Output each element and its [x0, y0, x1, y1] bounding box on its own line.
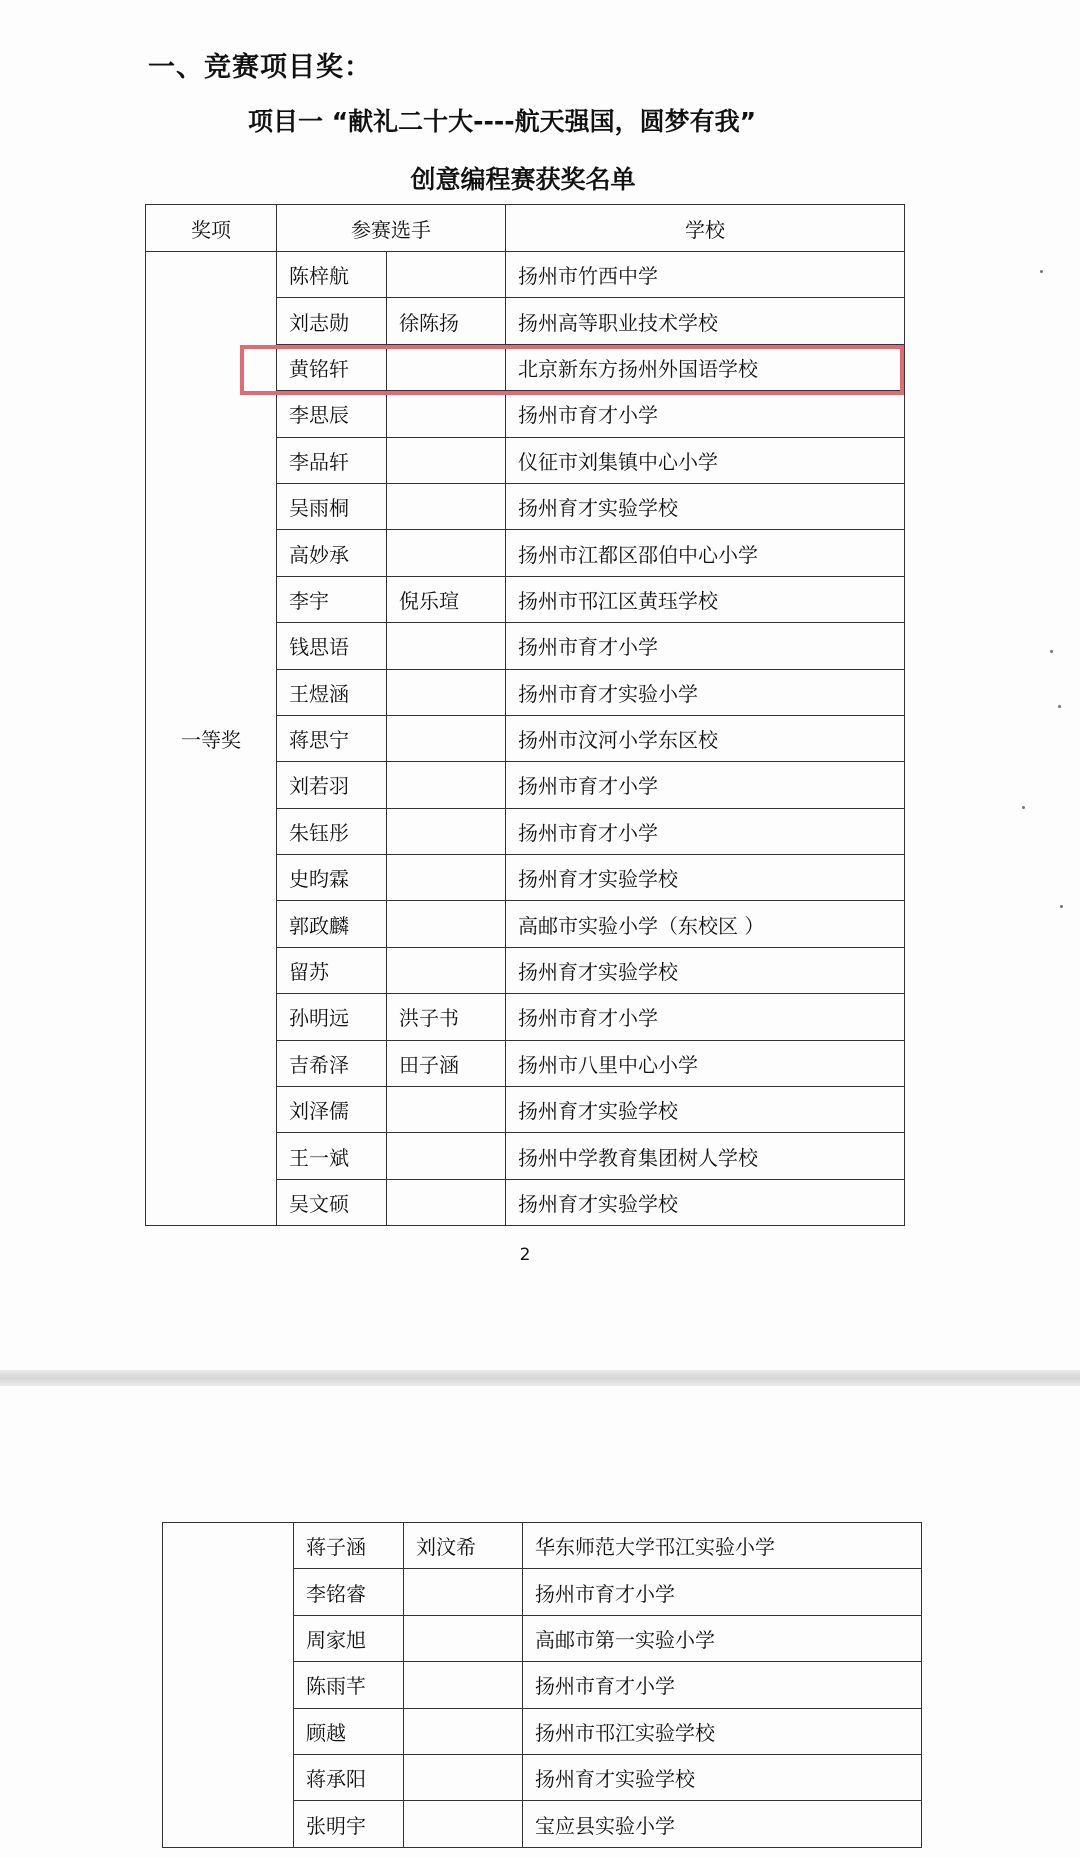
teammate-cell	[387, 623, 506, 669]
player-cell: 蒋承阳	[294, 1754, 404, 1800]
teammate-cell: 刘汶希	[404, 1523, 523, 1569]
player-cell: 李思辰	[277, 391, 387, 437]
teammate-cell	[387, 1179, 506, 1225]
school-cell: 扬州育才实验学校	[506, 1179, 905, 1225]
player-cell: 刘泽儒	[277, 1087, 387, 1133]
player-cell: 史昀霖	[277, 855, 387, 901]
player-cell: 高妙承	[277, 530, 387, 576]
player-cell: 王一斌	[277, 1133, 387, 1179]
teammate-cell	[387, 669, 506, 715]
list-title: 创意编程赛获奖名单	[410, 165, 636, 194]
award-table-continued	[162, 1522, 922, 1848]
project-title: 项目一 “献礼二十大----航天强国，圆梦有我”	[248, 107, 757, 136]
player-cell: 李宇	[277, 576, 387, 622]
header-school: 学校	[506, 205, 905, 252]
teammate-cell	[404, 1615, 523, 1661]
section-title: 一、竞赛项目奖：	[148, 52, 372, 83]
teammate-cell	[387, 1133, 506, 1179]
page-gap	[0, 1370, 1080, 1386]
scan-speck	[1058, 705, 1061, 708]
player-cell: 朱钰彤	[277, 808, 387, 854]
teammate-cell: 倪乐瑄	[387, 576, 506, 622]
player-cell: 蒋思宁	[277, 715, 387, 761]
table-header-row	[146, 205, 905, 252]
school-cell: 扬州育才实验学校	[506, 483, 905, 529]
player-cell: 黄铭轩	[277, 344, 387, 390]
player-cell: 蒋子涵	[294, 1523, 404, 1569]
school-cell: 扬州市育才小学	[506, 762, 905, 808]
table-body-continued	[163, 1523, 922, 1848]
school-cell: 宝应县实验小学	[523, 1801, 922, 1847]
player-cell: 顾越	[294, 1708, 404, 1754]
player-cell: 吴文硕	[277, 1179, 387, 1225]
school-cell: 扬州市育才小学	[523, 1569, 922, 1615]
teammate-cell	[387, 762, 506, 808]
player-cell: 陈雨芊	[294, 1662, 404, 1708]
player-cell: 吴雨桐	[277, 483, 387, 529]
player-cell: 刘志勋	[277, 298, 387, 344]
table-body	[146, 252, 905, 1226]
teammate-cell	[387, 437, 506, 483]
award-level-cell	[163, 1523, 294, 1848]
highlight-box	[240, 345, 904, 395]
player-cell: 张明宇	[294, 1801, 404, 1847]
teammate-cell	[404, 1569, 523, 1615]
teammate-cell	[387, 391, 506, 437]
player-cell: 李品轩	[277, 437, 387, 483]
teammate-cell	[387, 483, 506, 529]
school-cell: 扬州市汶河小学东区校	[506, 715, 905, 761]
teammate-cell	[387, 901, 506, 947]
school-cell: 扬州育才实验学校	[506, 1087, 905, 1133]
teammate-cell	[387, 252, 506, 298]
scan-speck	[1060, 905, 1063, 908]
player-cell: 吉希泽	[277, 1040, 387, 1086]
school-cell: 华东师范大学邗江实验小学	[523, 1523, 922, 1569]
school-cell: 扬州市育才小学	[506, 994, 905, 1040]
teammate-cell	[387, 715, 506, 761]
scan-speck	[1022, 806, 1025, 809]
player-cell: 孙明远	[277, 994, 387, 1040]
school-cell: 扬州市江都区邵伯中心小学	[506, 530, 905, 576]
table-row	[146, 252, 905, 298]
table-row	[163, 1523, 922, 1569]
school-cell: 扬州市邗江实验学校	[523, 1708, 922, 1754]
school-cell: 扬州市育才小学	[506, 808, 905, 854]
award-level-cell: 一等奖	[146, 252, 277, 1226]
school-cell: 扬州市育才小学	[506, 391, 905, 437]
school-cell: 扬州市育才实验小学	[506, 669, 905, 715]
school-cell: 扬州市八里中心小学	[506, 1040, 905, 1086]
player-cell: 李铭睿	[294, 1569, 404, 1615]
teammate-cell	[387, 808, 506, 854]
school-cell: 扬州市育才小学	[506, 623, 905, 669]
teammate-cell	[404, 1754, 523, 1800]
teammate-cell	[387, 855, 506, 901]
player-cell: 郭政麟	[277, 901, 387, 947]
player-cell: 留苏	[277, 947, 387, 993]
teammate-cell	[387, 530, 506, 576]
school-cell: 扬州中学教育集团树人学校	[506, 1133, 905, 1179]
teammate-cell	[404, 1801, 523, 1847]
teammate-cell	[387, 1087, 506, 1133]
scan-speck	[1040, 270, 1043, 273]
player-cell: 刘若羽	[277, 762, 387, 808]
teammate-cell: 徐陈扬	[387, 298, 506, 344]
teammate-cell	[404, 1708, 523, 1754]
teammate-cell: 田子涵	[387, 1040, 506, 1086]
document-page-2	[0, 1386, 1080, 1858]
header-players: 参赛选手	[277, 205, 506, 252]
school-cell: 高邮市第一实验小学	[523, 1615, 922, 1661]
teammate-cell	[387, 947, 506, 993]
player-cell: 周家旭	[294, 1615, 404, 1661]
teammate-cell	[404, 1662, 523, 1708]
header-award: 奖项	[146, 205, 277, 252]
teammate-cell: 洪子书	[387, 994, 506, 1040]
school-cell: 扬州高等职业技术学校	[506, 298, 905, 344]
school-cell: 北京新东方扬州外国语学校	[506, 344, 905, 390]
school-cell: 扬州市邗江区黄珏学校	[506, 576, 905, 622]
school-cell: 扬州育才实验学校	[523, 1754, 922, 1800]
school-cell: 扬州市竹西中学	[506, 252, 905, 298]
player-cell: 钱思语	[277, 623, 387, 669]
school-cell: 仪征市刘集镇中心小学	[506, 437, 905, 483]
player-cell: 陈梓航	[277, 252, 387, 298]
school-cell: 扬州育才实验学校	[506, 947, 905, 993]
player-cell: 王煜涵	[277, 669, 387, 715]
school-cell: 高邮市实验小学（东校区 ）	[506, 901, 905, 947]
scan-speck	[1050, 650, 1053, 653]
school-cell: 扬州育才实验学校	[506, 855, 905, 901]
school-cell: 扬州市育才小学	[523, 1662, 922, 1708]
page-number: 2	[519, 1245, 531, 1265]
